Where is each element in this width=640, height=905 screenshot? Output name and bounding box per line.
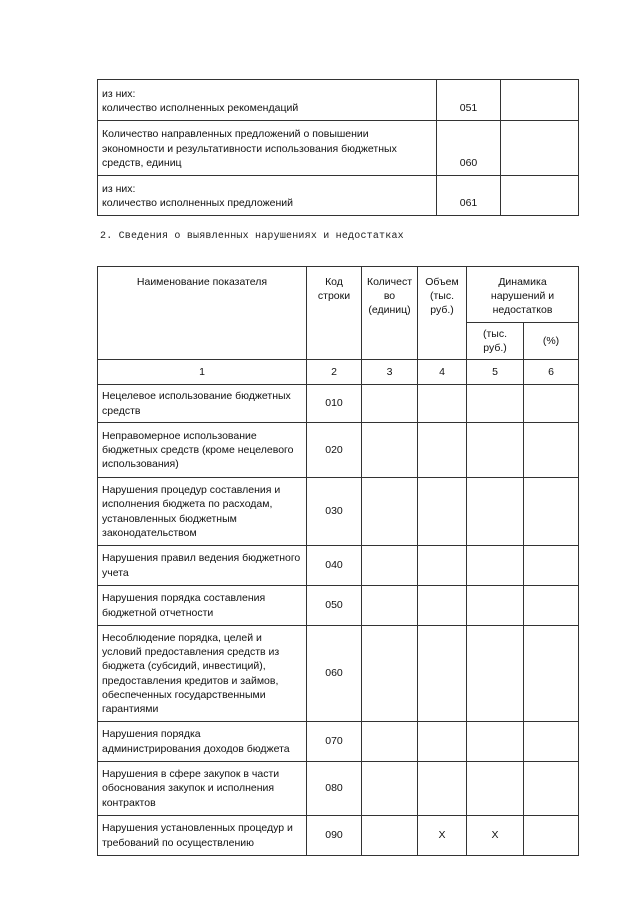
dyn-pct-cell xyxy=(524,722,579,762)
row-name: Нарушения установленных процедур и требований по осуществлению xyxy=(98,816,307,856)
count-cell xyxy=(362,586,418,626)
dyn-pct-cell xyxy=(524,586,579,626)
dyn-rub-cell xyxy=(467,586,524,626)
count-cell xyxy=(362,816,418,856)
value-cell xyxy=(501,121,579,176)
dyn-pct-cell xyxy=(524,816,579,856)
volume-cell xyxy=(418,762,467,816)
row-code: 020 xyxy=(307,423,362,478)
row-name xyxy=(98,80,437,121)
row-name: Нецелевое использование бюджетных средств xyxy=(98,385,307,423)
row-code: 070 xyxy=(307,722,362,762)
row-name-line: средств, единиц xyxy=(102,156,182,169)
table-row xyxy=(98,546,579,586)
header-volume: Объем (тыс. руб.) xyxy=(418,267,467,360)
row-name xyxy=(98,121,437,176)
header-dyn-rub: (тыс. руб.) xyxy=(467,322,524,359)
value-cell xyxy=(501,176,579,216)
row-code: 010 xyxy=(307,385,362,423)
row-code: 051 xyxy=(437,80,501,121)
header-code: Код строки xyxy=(307,267,362,360)
volume-cell xyxy=(418,586,467,626)
count-cell xyxy=(362,722,418,762)
col-number: 4 xyxy=(418,359,467,384)
row-name: Нарушения порядка составления бюджетной отчетности xyxy=(98,586,307,626)
dyn-rub-cell xyxy=(467,478,524,546)
violations-table xyxy=(97,266,579,856)
row-code: 080 xyxy=(307,762,362,816)
dyn-rub-cell xyxy=(467,546,524,586)
table-row xyxy=(98,176,579,216)
volume-cell xyxy=(418,722,467,762)
value-cell xyxy=(501,80,579,121)
dyn-rub-cell xyxy=(467,626,524,722)
table-row xyxy=(98,586,579,626)
header-row xyxy=(98,267,579,323)
row-code: 060 xyxy=(437,121,501,176)
count-cell xyxy=(362,478,418,546)
table-row xyxy=(98,762,579,816)
table-row xyxy=(98,121,579,176)
header-dyn-pct: (%) xyxy=(524,322,579,359)
table-row xyxy=(98,423,579,478)
count-cell xyxy=(362,423,418,478)
row-name: Нарушения процедур составления и исполнения бюджета по расходам, установленных бюджетным законодательством xyxy=(98,478,307,546)
row-name-line: из них: xyxy=(102,183,136,195)
volume-cell xyxy=(418,423,467,478)
row-name: Нарушения в сфере закупок в части обоснования закупок и исполнения контрактов xyxy=(98,762,307,816)
table-row xyxy=(98,385,579,423)
table-row xyxy=(98,722,579,762)
dyn-rub-cell xyxy=(467,722,524,762)
row-code: 040 xyxy=(307,546,362,586)
row-code: 030 xyxy=(307,478,362,546)
section-heading: 2. Сведения о выявленных нарушениях и недостатках xyxy=(100,231,404,242)
dyn-rub-cell: X xyxy=(467,816,524,856)
volume-cell xyxy=(418,626,467,722)
header-dynamics: Динамика нарушений и недостатков xyxy=(467,267,579,323)
dyn-pct-cell xyxy=(524,762,579,816)
row-name: Неправомерное использование бюджетных средств (кроме нецелевого использования) xyxy=(98,423,307,478)
dyn-pct-cell xyxy=(524,478,579,546)
table-row xyxy=(98,626,579,722)
dyn-pct-cell xyxy=(524,423,579,478)
row-name-line: количество исполненных рекомендаций xyxy=(102,101,299,114)
col-number: 6 xyxy=(524,359,579,384)
row-name-line: из них: xyxy=(102,87,136,100)
row-code: 061 xyxy=(437,176,501,216)
dyn-pct-cell xyxy=(524,546,579,586)
row-name: Нарушения порядка администрирования доходов бюджета xyxy=(98,722,307,762)
dyn-rub-cell xyxy=(467,762,524,816)
volume-cell xyxy=(418,385,467,423)
row-name: Нарушения правил ведения бюджетного учета xyxy=(98,546,307,586)
count-cell xyxy=(362,385,418,423)
row-name: Несоблюдение порядка, целей и условий предоставления средств из бюджета (субсидий, инвестиций), предоставления кредитов и займов, обеспеченных государственными гарантиями xyxy=(98,626,307,722)
count-cell xyxy=(362,762,418,816)
header-count: Количест во (единиц) xyxy=(362,267,418,360)
volume-cell xyxy=(418,546,467,586)
recommendations-table xyxy=(97,79,579,216)
dyn-rub-cell xyxy=(467,423,524,478)
row-name xyxy=(98,176,437,216)
col-number: 3 xyxy=(362,359,418,384)
row-name-line: Количество направленных предложений о повышении xyxy=(102,128,369,141)
count-cell xyxy=(362,546,418,586)
row-code: 060 xyxy=(307,626,362,722)
table-row xyxy=(98,478,579,546)
col-number: 2 xyxy=(307,359,362,384)
dyn-pct-cell xyxy=(524,626,579,722)
dyn-rub-cell xyxy=(467,385,524,423)
row-code: 090 xyxy=(307,816,362,856)
count-cell xyxy=(362,626,418,722)
table-row xyxy=(98,816,579,856)
col-number: 5 xyxy=(467,359,524,384)
row-name-line: экономности и результативности использования бюджетных xyxy=(102,142,397,155)
header-name: Наименование показателя xyxy=(98,267,307,360)
col-number: 1 xyxy=(98,359,307,384)
column-number-row xyxy=(98,359,579,384)
volume-cell: X xyxy=(418,816,467,856)
row-name-line: количество исполненных предложений xyxy=(102,197,294,210)
table-row xyxy=(98,80,579,121)
volume-cell xyxy=(418,478,467,546)
row-code: 050 xyxy=(307,586,362,626)
dyn-pct-cell xyxy=(524,385,579,423)
